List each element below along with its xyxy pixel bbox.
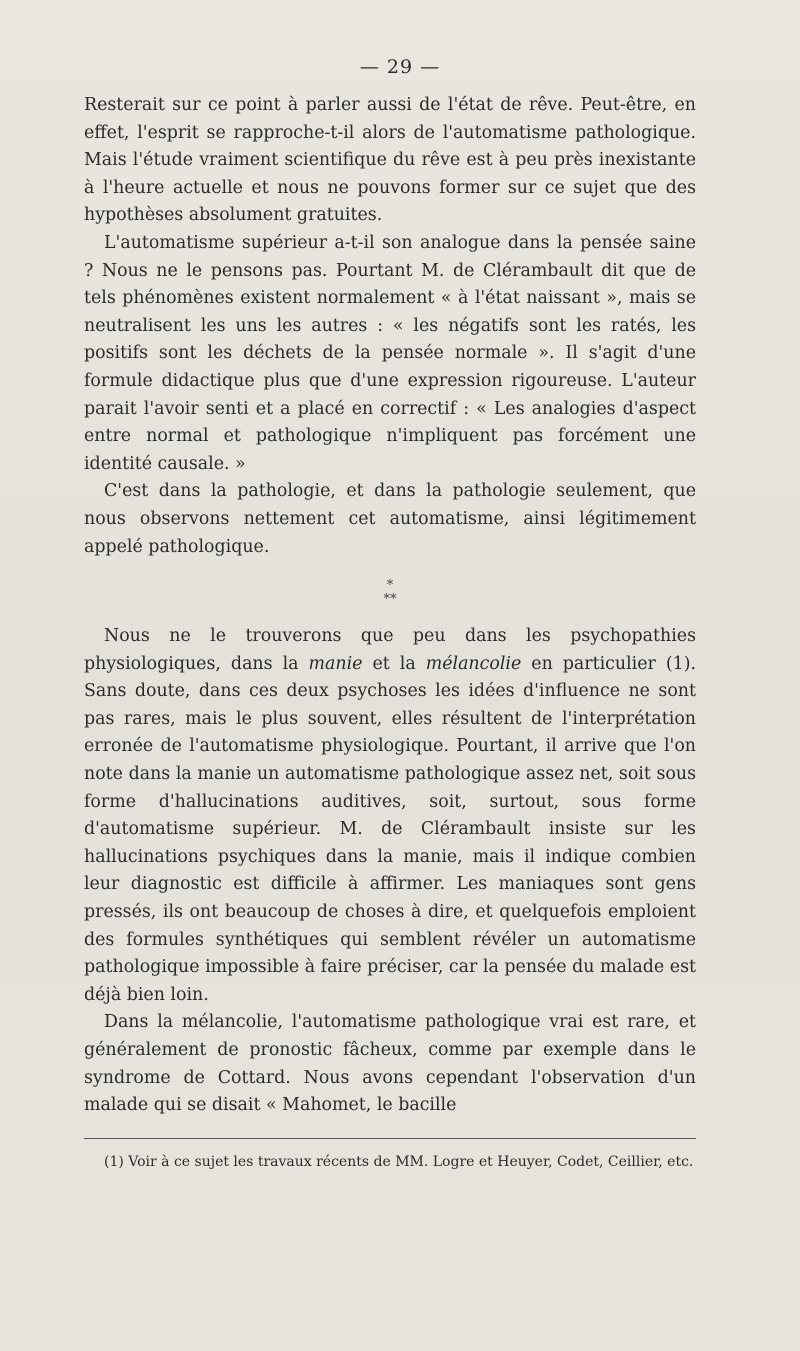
italic-manie: manie [308, 653, 363, 674]
asterism-separator [84, 579, 696, 607]
paragraph-manie-rest: en particulier (1). Sans doute, dans ces deux psychoses les idées d'influence ne sont pas rares, mais le plus souvent, elles résultent de l'interprétation erronée de l'automatisme physiologique. Pourtant, il arrive que l'on note dans la manie un automatisme pathologique assez net, soit sous forme d'hallucinations auditives, soit, surtout, sous forme d'automatisme supérieur. M. de Clérambault insiste sur les hallucinations psychiques dans la manie, mais il indique combien leur diagnostic est difficile à affirmer. Les maniaques sont gens pressés, ils ont beaucoup de choses à dire, et quelquefois emploient des formules synthétiques qui semblent révéler un automatisme pathologique impossible à faire préciser, car la pensée du malade est déjà bien loin. [84, 653, 697, 1005]
paragraph-pathologie: C'est dans la pathologie, et dans la pathologie seulement, que nous observons nettement cet automatisme, ainsi légitimement appelé pathologique. [84, 481, 696, 557]
italic-melancolie: mélancolie [425, 653, 522, 674]
paragraph-manie-start: Nous ne le trouverons que peu dans les psychopathies physiologiques, dans la [84, 626, 696, 674]
body-text [84, 92, 696, 1120]
footnote-rule [84, 1138, 696, 1139]
asterism-bottom: ** [383, 592, 397, 608]
page-number: — 29 — [359, 56, 441, 78]
paragraph-manie-between: et la [362, 653, 426, 674]
paragraph-melancolie: Dans la mélancolie, l'automatisme pathologique vrai est rare, et généralement de pronostic fâcheux, comme par exemple dans le syndrome de Cottard. Nous avons cependant l'observation d'un malade qui se disait « Mahomet, le bacille [84, 1012, 696, 1116]
footnote: (1) Voir à ce sujet les travaux récents de MM. Logre et Heuyer, Codet, Ceillier, etc. [104, 1154, 694, 1170]
paragraph-reve: Resterait sur ce point à parler aussi de l'état de rêve. Peut-être, en effet, l'esprit se rapproche-t-il alors de l'automatisme pathologique. Mais l'étude vraiment scientifique du rêve est à peu près inexistante à l'heure actuelle et nous ne pouvons former sur ce sujet que des hypothèses absolument gratuites. [84, 95, 696, 226]
asterism-top: * [386, 578, 394, 594]
paragraph-manie [84, 623, 696, 1009]
paragraph-automatisme-superieur: L'automatisme supérieur a-t-il son analogue dans la pensée saine ? Nous ne le pensons pas. Pourtant M. de Clérambault dit que de tels phénomènes existent normalement « à l'état naissant », mais se neutralisent les uns les autres : « les négatifs sont les ratés, les positifs sont les déchets de la pensée normale ». Il s'agit d'une formule didactique plus que d'une expression rigoureuse. L'auteur parait l'avoir senti et a placé en correctif : « Les analogies d'aspect entre normal et pathologique n'impliquent pas forcément une identité causale. » [84, 232, 696, 474]
